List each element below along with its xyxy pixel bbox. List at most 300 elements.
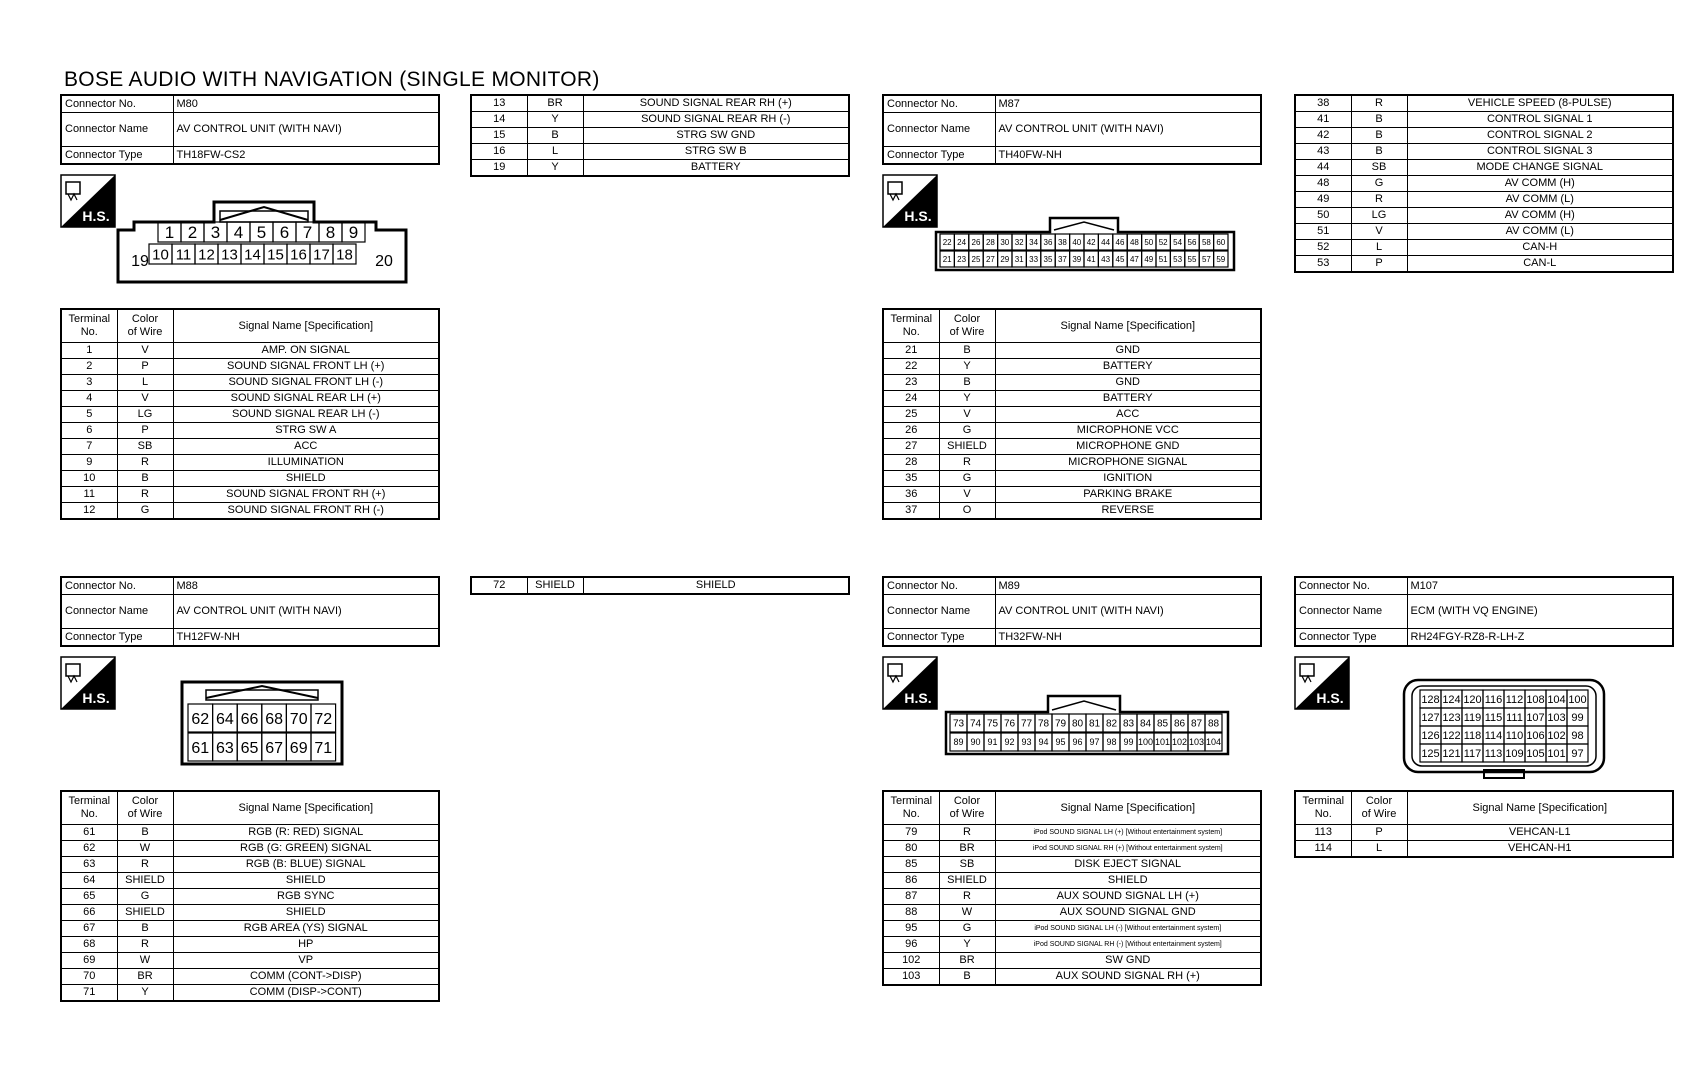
terminal-cell: 61 bbox=[61, 825, 117, 841]
terminal-header-line2: No. bbox=[80, 326, 98, 338]
color-header bbox=[1351, 791, 1407, 825]
signal-name-cell: CAN-H bbox=[1407, 240, 1673, 256]
signal-name-cell: SOUND SIGNAL FRONT RH (-) bbox=[173, 503, 439, 520]
terminal-header bbox=[61, 309, 117, 343]
connector-name-label: Connector Name bbox=[61, 113, 173, 147]
m87-pin-56: 56 bbox=[1187, 237, 1197, 247]
wire-color-cell: O bbox=[939, 503, 995, 520]
table-row bbox=[1295, 128, 1673, 144]
m89-pin-97: 97 bbox=[1089, 737, 1100, 748]
signal-name-cell: CONTROL SIGNAL 3 bbox=[1407, 144, 1673, 160]
signal-table-m87 bbox=[882, 308, 1262, 520]
signal-name-cell: COMM (CONT->DISP) bbox=[173, 969, 439, 985]
connector-type-value: TH12FW-NH bbox=[173, 629, 439, 647]
signal-name-cell: CONTROL SIGNAL 2 bbox=[1407, 128, 1673, 144]
signal-header: Signal Name [Specification] bbox=[995, 791, 1261, 825]
connector-face-m88 bbox=[180, 680, 344, 766]
terminal-cell: 23 bbox=[883, 375, 939, 391]
m107-pin-105: 105 bbox=[1526, 747, 1545, 760]
terminal-cell: 63 bbox=[61, 857, 117, 873]
signal-name-cell: ACC bbox=[995, 407, 1261, 423]
terminal-header bbox=[1295, 791, 1351, 825]
m107-pin-97: 97 bbox=[1571, 747, 1584, 760]
table-row bbox=[471, 160, 849, 177]
m89-pin-101: 101 bbox=[1154, 737, 1171, 748]
m89-pin-90: 90 bbox=[970, 737, 981, 748]
m87-pin-53: 53 bbox=[1173, 254, 1183, 264]
signal-name-cell: STRG SW GND bbox=[583, 128, 849, 144]
table-row bbox=[61, 503, 439, 520]
connector-no-label: Connector No. bbox=[1295, 577, 1407, 595]
terminal-cell: 102 bbox=[883, 953, 939, 969]
connector-type-value: TH32FW-NH bbox=[995, 629, 1261, 647]
table-row bbox=[61, 905, 439, 921]
terminal-cell: 16 bbox=[471, 144, 527, 160]
connector-name-value: AV CONTROL UNIT (WITH NAVI) bbox=[173, 113, 439, 147]
hs-label: H.S. bbox=[904, 208, 932, 224]
wire-color-cell: R bbox=[939, 889, 995, 905]
m107-pin-102: 102 bbox=[1547, 729, 1566, 742]
m87-pin-55: 55 bbox=[1187, 254, 1197, 264]
m107-pin-115: 115 bbox=[1484, 711, 1503, 724]
wire-color-cell: R bbox=[1351, 192, 1407, 208]
signal-name-cell: VEHICLE SPEED (8-PULSE) bbox=[1407, 95, 1673, 112]
m80-pin-11: 11 bbox=[175, 246, 192, 264]
terminal-header-line2: No. bbox=[80, 808, 98, 820]
signal-name-cell: AMP. ON SIGNAL bbox=[173, 343, 439, 359]
page-title: BOSE AUDIO WITH NAVIGATION (SINGLE MONITOR) bbox=[64, 68, 600, 91]
signal-name-cell: VEHCAN-H1 bbox=[1407, 841, 1673, 858]
table-row bbox=[1295, 240, 1673, 256]
terminal-header-line2: No. bbox=[902, 808, 920, 820]
wire-color-cell: G bbox=[117, 503, 173, 520]
table-row bbox=[61, 439, 439, 455]
signal-name-cell: AV COMM (H) bbox=[1407, 176, 1673, 192]
color-header-line2: of Wire bbox=[949, 808, 985, 820]
table-row bbox=[1295, 176, 1673, 192]
wire-color-cell: P bbox=[1351, 256, 1407, 273]
m80-pin-17: 17 bbox=[313, 246, 330, 264]
m89-pin-102: 102 bbox=[1171, 737, 1188, 748]
terminal-cell: 79 bbox=[883, 825, 939, 841]
connector-name-label: Connector Name bbox=[883, 595, 995, 629]
wire-color-cell: BR bbox=[939, 841, 995, 857]
wire-color-cell: V bbox=[939, 407, 995, 423]
signal-name-cell: SHIELD bbox=[173, 905, 439, 921]
terminal-cell: 72 bbox=[471, 577, 527, 594]
signal-name-cell: VP bbox=[173, 953, 439, 969]
connector-name-value: AV CONTROL UNIT (WITH NAVI) bbox=[173, 595, 439, 629]
m80-pin-4: 4 bbox=[233, 223, 244, 243]
m107-pin-112: 112 bbox=[1505, 693, 1524, 706]
m87-pin-34: 34 bbox=[1029, 237, 1039, 247]
connector-type-value: RH24FGY-RZ8-R-LH-Z bbox=[1407, 629, 1673, 647]
table-row bbox=[61, 985, 439, 1002]
m87-pin-30: 30 bbox=[1000, 237, 1010, 247]
color-header-line1: Color bbox=[953, 795, 981, 807]
m87-pin-28: 28 bbox=[985, 237, 995, 247]
signal-header: Signal Name [Specification] bbox=[173, 791, 439, 825]
m107-pin-127: 127 bbox=[1421, 711, 1440, 724]
signal-name-cell: MODE CHANGE SIGNAL bbox=[1407, 160, 1673, 176]
terminal-cell: 87 bbox=[883, 889, 939, 905]
m80-pin-18: 18 bbox=[336, 246, 353, 264]
m89-pin-80: 80 bbox=[1071, 718, 1084, 730]
signal-name-cell: ILLUMINATION bbox=[173, 455, 439, 471]
signal-name-cell: VEHCAN-L1 bbox=[1407, 825, 1673, 841]
m88-pin-67: 67 bbox=[265, 739, 283, 757]
signal-name-cell: GND bbox=[995, 375, 1261, 391]
table-row bbox=[61, 921, 439, 937]
hs-label: H.S. bbox=[82, 690, 110, 706]
m107-pin-126: 126 bbox=[1421, 729, 1440, 742]
m80-pin-16: 16 bbox=[290, 246, 307, 264]
m89-pin-75: 75 bbox=[986, 718, 999, 730]
m80-pin-1: 1 bbox=[164, 223, 175, 243]
terminal-header bbox=[883, 309, 939, 343]
wire-color-cell: Y bbox=[527, 112, 583, 128]
wire-color-cell: G bbox=[939, 921, 995, 937]
wire-color-cell: R bbox=[117, 487, 173, 503]
m107-pin-108: 108 bbox=[1526, 693, 1545, 706]
connector-no-label: Connector No. bbox=[883, 95, 995, 113]
terminal-header-line1: Terminal bbox=[890, 795, 933, 807]
m88-pin-70: 70 bbox=[289, 710, 308, 728]
wire-color-cell: SHIELD bbox=[117, 873, 173, 889]
signal-name-cell: MICROPHONE VCC bbox=[995, 423, 1261, 439]
m107-pin-111: 111 bbox=[1506, 711, 1523, 724]
signal-name-cell: iPod SOUND SIGNAL LH (-) [Without entertainment system] bbox=[995, 921, 1261, 937]
signal-table-m89 bbox=[882, 790, 1262, 986]
wire-color-cell: SB bbox=[1351, 160, 1407, 176]
wire-color-cell: V bbox=[117, 391, 173, 407]
m87-pin-22: 22 bbox=[942, 237, 952, 247]
connector-info-m107 bbox=[1294, 576, 1674, 647]
m89-pin-91: 91 bbox=[987, 737, 998, 748]
connector-name-value: AV CONTROL UNIT (WITH NAVI) bbox=[995, 595, 1261, 629]
signal-name-cell: SHIELD bbox=[583, 577, 849, 594]
signal-name-cell: iPod SOUND SIGNAL LH (+) [Without entertainment system] bbox=[995, 825, 1261, 841]
terminal-cell: 96 bbox=[883, 937, 939, 953]
wire-color-cell: G bbox=[939, 471, 995, 487]
table-row bbox=[61, 487, 439, 503]
m107-pin-113: 113 bbox=[1484, 747, 1503, 760]
terminal-cell: 25 bbox=[883, 407, 939, 423]
m87-pin-58: 58 bbox=[1201, 237, 1211, 247]
signal-name-cell: STRG SW B bbox=[583, 144, 849, 160]
hs-label: H.S. bbox=[1316, 690, 1344, 706]
signal-table-m80 bbox=[60, 308, 440, 520]
signal-header: Signal Name [Specification] bbox=[173, 309, 439, 343]
m89-pin-95: 95 bbox=[1055, 737, 1066, 748]
connector-info-m87 bbox=[882, 94, 1262, 165]
terminal-cell: 41 bbox=[1295, 112, 1351, 128]
wire-color-cell: W bbox=[939, 905, 995, 921]
m107-pin-125: 125 bbox=[1421, 747, 1440, 760]
color-header-line1: Color bbox=[131, 795, 159, 807]
m87-pin-45: 45 bbox=[1115, 254, 1125, 264]
signal-name-cell: MICROPHONE GND bbox=[995, 439, 1261, 455]
signal-table-m87-cont bbox=[1294, 94, 1674, 273]
signal-name-cell: IGNITION bbox=[995, 471, 1261, 487]
m107-pin-100: 100 bbox=[1568, 693, 1587, 706]
table-row bbox=[1295, 112, 1673, 128]
m87-pin-59: 59 bbox=[1216, 254, 1226, 264]
signal-name-cell: RGB (G: GREEN) SIGNAL bbox=[173, 841, 439, 857]
m107-pin-99: 99 bbox=[1571, 711, 1584, 724]
m80-pin-8: 8 bbox=[325, 223, 336, 243]
signal-name-cell: REVERSE bbox=[995, 503, 1261, 520]
m80-pin-6: 6 bbox=[279, 223, 290, 243]
m87-pin-33: 33 bbox=[1029, 254, 1039, 264]
signal-name-cell: SHIELD bbox=[173, 873, 439, 889]
signal-name-cell: RGB (B: BLUE) SIGNAL bbox=[173, 857, 439, 873]
m107-pin-104: 104 bbox=[1547, 693, 1566, 706]
wire-color-cell: L bbox=[117, 375, 173, 391]
connector-face-m87-svg bbox=[934, 216, 1236, 272]
signal-name-cell: SOUND SIGNAL REAR RH (-) bbox=[583, 112, 849, 128]
signal-name-cell: RGB SYNC bbox=[173, 889, 439, 905]
signal-name-cell: BATTERY bbox=[995, 391, 1261, 407]
wire-color-cell: V bbox=[117, 343, 173, 359]
table-row bbox=[61, 857, 439, 873]
color-header bbox=[117, 791, 173, 825]
wire-color-cell: L bbox=[1351, 841, 1407, 858]
m89-pin-78: 78 bbox=[1037, 718, 1050, 730]
table-row bbox=[471, 144, 849, 160]
connector-name-value: ECM (WITH VQ ENGINE) bbox=[1407, 595, 1673, 629]
table-row bbox=[883, 455, 1261, 471]
table-row bbox=[883, 905, 1261, 921]
m87-pin-48: 48 bbox=[1129, 237, 1139, 247]
wire-color-cell: G bbox=[1351, 176, 1407, 192]
wire-color-cell: Y bbox=[939, 937, 995, 953]
m89-pin-98: 98 bbox=[1106, 737, 1117, 748]
signal-name-cell: AUX SOUND SIGNAL LH (+) bbox=[995, 889, 1261, 905]
m107-pin-103: 103 bbox=[1547, 711, 1566, 724]
table-row bbox=[61, 825, 439, 841]
connector-face-m80-svg bbox=[116, 200, 408, 284]
m107-pin-121: 121 bbox=[1442, 747, 1461, 760]
m87-pin-23: 23 bbox=[957, 254, 967, 264]
m89-pin-99: 99 bbox=[1123, 737, 1134, 748]
connector-no-value: M80 bbox=[173, 95, 439, 113]
terminal-cell: 67 bbox=[61, 921, 117, 937]
harness-side-icon bbox=[60, 656, 116, 710]
wire-color-cell: R bbox=[939, 825, 995, 841]
terminal-cell: 38 bbox=[1295, 95, 1351, 112]
m87-pin-50: 50 bbox=[1144, 237, 1154, 247]
wire-color-cell: Y bbox=[527, 160, 583, 177]
m80-pin-5: 5 bbox=[256, 223, 267, 243]
m89-pin-94: 94 bbox=[1038, 737, 1049, 748]
m88-pin-69: 69 bbox=[289, 739, 308, 757]
m89-pin-74: 74 bbox=[969, 718, 982, 730]
table-row bbox=[1295, 208, 1673, 224]
wire-color-cell: G bbox=[117, 889, 173, 905]
terminal-header-line2: No. bbox=[902, 326, 920, 338]
m87-pin-54: 54 bbox=[1173, 237, 1183, 247]
wire-color-cell: W bbox=[117, 841, 173, 857]
connector-info-m88 bbox=[60, 576, 440, 647]
terminal-cell: 65 bbox=[61, 889, 117, 905]
m87-pin-31: 31 bbox=[1014, 254, 1024, 264]
wire-color-cell: B bbox=[117, 825, 173, 841]
m107-pin-107: 107 bbox=[1526, 711, 1545, 724]
m88-pin-65: 65 bbox=[240, 739, 259, 757]
m87-pin-29: 29 bbox=[1000, 254, 1010, 264]
terminal-cell: 6 bbox=[61, 423, 117, 439]
table-row bbox=[883, 487, 1261, 503]
wire-color-cell: SHIELD bbox=[117, 905, 173, 921]
m80-pin-12: 12 bbox=[198, 246, 215, 264]
wire-color-cell: BR bbox=[117, 969, 173, 985]
connector-no-value: M89 bbox=[995, 577, 1261, 595]
table-row bbox=[61, 969, 439, 985]
wire-color-cell: V bbox=[1351, 224, 1407, 240]
m87-pin-57: 57 bbox=[1201, 254, 1211, 264]
harness-side-icon bbox=[60, 174, 116, 228]
wire-color-cell: B bbox=[1351, 144, 1407, 160]
signal-name-cell: SOUND SIGNAL REAR RH (+) bbox=[583, 95, 849, 112]
table-row bbox=[883, 969, 1261, 986]
color-header-line2: of Wire bbox=[127, 808, 163, 820]
m89-pin-84: 84 bbox=[1139, 718, 1152, 730]
wire-color-cell: B bbox=[939, 343, 995, 359]
signal-table-m88 bbox=[60, 790, 440, 1002]
color-header bbox=[117, 309, 173, 343]
wire-color-cell: P bbox=[1351, 825, 1407, 841]
connector-type-label: Connector Type bbox=[883, 629, 995, 647]
signal-name-cell: iPod SOUND SIGNAL RH (-) [Without entertainment system] bbox=[995, 937, 1261, 953]
connector-name-label: Connector Name bbox=[883, 113, 995, 147]
terminal-cell: 28 bbox=[883, 455, 939, 471]
m107-pin-122: 122 bbox=[1442, 729, 1461, 742]
terminal-cell: 48 bbox=[1295, 176, 1351, 192]
signal-name-cell: ACC bbox=[173, 439, 439, 455]
wire-color-cell: L bbox=[527, 144, 583, 160]
terminal-cell: 12 bbox=[61, 503, 117, 520]
terminal-cell: 86 bbox=[883, 873, 939, 889]
color-header bbox=[939, 309, 995, 343]
signal-name-cell: iPod SOUND SIGNAL RH (+) [Without entertainment system] bbox=[995, 841, 1261, 857]
terminal-cell: 42 bbox=[1295, 128, 1351, 144]
m87-pin-52: 52 bbox=[1158, 237, 1168, 247]
m107-pin-110: 110 bbox=[1505, 729, 1524, 742]
signal-name-cell: SHIELD bbox=[995, 873, 1261, 889]
wire-color-cell: B bbox=[939, 969, 995, 986]
table-row bbox=[61, 953, 439, 969]
terminal-cell: 64 bbox=[61, 873, 117, 889]
wire-color-cell: SB bbox=[939, 857, 995, 873]
m88-pin-66: 66 bbox=[240, 710, 259, 728]
hs-label: H.S. bbox=[904, 690, 932, 706]
m88-pin-68: 68 bbox=[265, 710, 283, 728]
terminal-cell: 21 bbox=[883, 343, 939, 359]
table-row bbox=[1295, 841, 1673, 858]
connector-no-label: Connector No. bbox=[883, 577, 995, 595]
signal-name-cell: AV COMM (L) bbox=[1407, 224, 1673, 240]
terminal-cell: 95 bbox=[883, 921, 939, 937]
signal-name-cell: AUX SOUND SIGNAL RH (+) bbox=[995, 969, 1261, 986]
harness-side-badge-svg bbox=[882, 656, 938, 710]
wire-color-cell: B bbox=[939, 375, 995, 391]
wire-color-cell: SHIELD bbox=[939, 873, 995, 889]
wire-color-cell: LG bbox=[1351, 208, 1407, 224]
m87-pin-47: 47 bbox=[1129, 254, 1139, 264]
signal-name-cell: SW GND bbox=[995, 953, 1261, 969]
connector-face-m80 bbox=[116, 200, 408, 284]
table-row bbox=[1295, 825, 1673, 841]
m87-pin-46: 46 bbox=[1115, 237, 1125, 247]
m88-pin-63: 63 bbox=[216, 739, 234, 757]
signal-name-cell: CONTROL SIGNAL 1 bbox=[1407, 112, 1673, 128]
signal-name-cell: AV COMM (H) bbox=[1407, 208, 1673, 224]
signal-name-cell: AV COMM (L) bbox=[1407, 192, 1673, 208]
table-row bbox=[883, 873, 1261, 889]
connector-no-value: M87 bbox=[995, 95, 1261, 113]
harness-side-badge-svg bbox=[60, 174, 116, 228]
m107-pin-123: 123 bbox=[1442, 711, 1461, 724]
m107-pin-116: 116 bbox=[1484, 693, 1503, 706]
connector-name-label: Connector Name bbox=[1295, 595, 1407, 629]
terminal-cell: 27 bbox=[883, 439, 939, 455]
connector-name-value: AV CONTROL UNIT (WITH NAVI) bbox=[995, 113, 1261, 147]
terminal-cell: 26 bbox=[883, 423, 939, 439]
m87-pin-43: 43 bbox=[1101, 254, 1111, 264]
table-row bbox=[883, 825, 1261, 841]
wire-color-cell: W bbox=[117, 953, 173, 969]
m88-pin-62: 62 bbox=[191, 710, 210, 728]
harness-side-icon bbox=[882, 174, 938, 228]
wire-color-cell: Y bbox=[939, 359, 995, 375]
wire-color-cell: B bbox=[117, 471, 173, 487]
wire-color-cell: R bbox=[117, 455, 173, 471]
m107-pin-117: 117 bbox=[1463, 747, 1482, 760]
signal-name-cell: MICROPHONE SIGNAL bbox=[995, 455, 1261, 471]
terminal-cell: 80 bbox=[883, 841, 939, 857]
m87-pin-41: 41 bbox=[1086, 254, 1096, 264]
wire-color-cell: B bbox=[527, 128, 583, 144]
table-row bbox=[883, 391, 1261, 407]
wire-color-cell: L bbox=[1351, 240, 1407, 256]
connector-face-m87 bbox=[934, 216, 1236, 272]
m89-pin-96: 96 bbox=[1072, 737, 1083, 748]
signal-name-cell: SOUND SIGNAL REAR LH (+) bbox=[173, 391, 439, 407]
signal-name-cell: CAN-L bbox=[1407, 256, 1673, 273]
signal-name-cell: SOUND SIGNAL FRONT LH (+) bbox=[173, 359, 439, 375]
m87-pin-21: 21 bbox=[942, 254, 952, 264]
m87-pin-32: 32 bbox=[1014, 237, 1024, 247]
terminal-cell: 9 bbox=[61, 455, 117, 471]
color-header-line1: Color bbox=[131, 313, 159, 325]
terminal-header bbox=[883, 791, 939, 825]
connector-type-label: Connector Type bbox=[61, 629, 173, 647]
m89-pin-85: 85 bbox=[1156, 718, 1169, 730]
m80-pin-9: 9 bbox=[348, 223, 359, 243]
m87-pin-42: 42 bbox=[1086, 237, 1096, 247]
color-header-line2: of Wire bbox=[1361, 808, 1397, 820]
terminal-cell: 19 bbox=[471, 160, 527, 177]
m107-pin-119: 119 bbox=[1463, 711, 1482, 724]
table-row bbox=[1295, 160, 1673, 176]
terminal-cell: 43 bbox=[1295, 144, 1351, 160]
table-row bbox=[883, 889, 1261, 905]
terminal-cell: 85 bbox=[883, 857, 939, 873]
connector-no-label: Connector No. bbox=[61, 577, 173, 595]
wire-color-cell: B bbox=[1351, 112, 1407, 128]
signal-table-m88-cont bbox=[470, 576, 850, 595]
